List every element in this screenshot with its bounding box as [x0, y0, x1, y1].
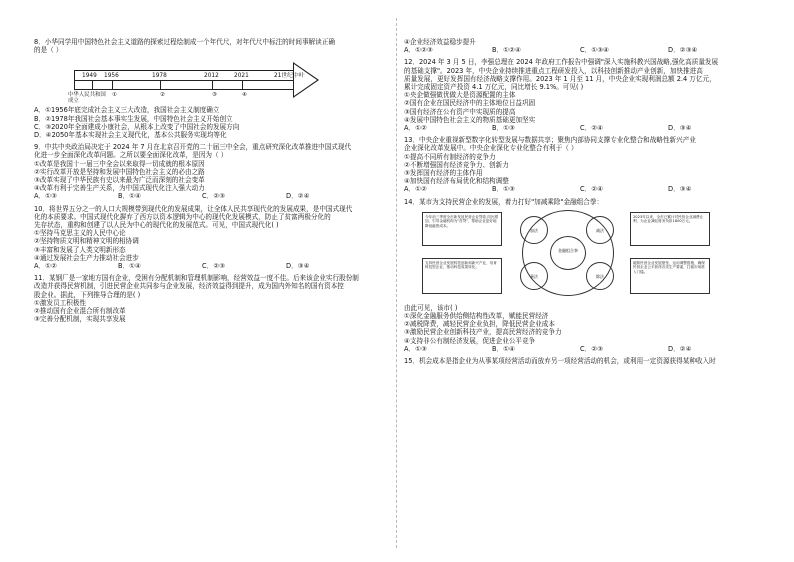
choice-a[interactable]: A．①②	[34, 262, 57, 271]
choice-c[interactable]: C．①③④	[580, 46, 609, 55]
timeline-mark: ④	[242, 92, 247, 99]
choice-d[interactable]: D．②③④	[668, 46, 698, 55]
diagram-center-label: 金融组合拳	[558, 247, 578, 253]
timeline-tick	[112, 80, 113, 90]
timeline-tick	[160, 80, 161, 90]
choice-b[interactable]: B．①④	[118, 262, 141, 271]
q10-line: 10．将世界五分之一的人口大规模带到现代化的发展成果，让全体人民共享现代化的发展成果，是中国式现代	[34, 204, 353, 213]
q12-line: 质量发展，更好发挥国有经济战略支撑作用。2023 年 1 月至 11 月，中央企业实现利润总额 2.4 万亿元，	[404, 74, 716, 83]
q10-choices	[34, 262, 389, 270]
q9-statement: ③改革实现了中华民族有史以来最为广泛而深刻的社会变革	[34, 176, 205, 185]
timeline-year: 1949	[82, 73, 97, 80]
q11-line: 股企业。据此，下列推导合理的是( )	[34, 290, 141, 299]
diagram-op-multiply: 乘法	[530, 273, 538, 279]
q12-choices	[404, 124, 764, 132]
q9-statement: ①改革是我国十一届三中全会以来取得一切成就的根本原因	[34, 159, 205, 168]
choice-b[interactable]: B．①③	[492, 124, 515, 133]
q11-line: 改造并获得民营机制，引进民营企业共同参与企业发展，经济效益得到提升，成为国内外知名的国有资本控	[34, 282, 344, 291]
choice-c[interactable]: C．②④	[580, 124, 604, 133]
q10-statement: ①坚持马克思主义的人民中心论	[34, 229, 126, 238]
q13-statement: ④加快国有经济布局优化和结构调整	[404, 177, 509, 186]
timeline-tick	[92, 80, 93, 90]
choice-d[interactable]: D．②④	[668, 344, 692, 353]
choice-b[interactable]: B．①④	[492, 344, 515, 353]
choice-d[interactable]: D．③④	[286, 262, 310, 271]
choice-c[interactable]: C．②③	[202, 192, 226, 201]
q12-statement: ③国有经济在公有资产中实现质的提高	[404, 107, 516, 116]
q8-stem-line1: 8．小华同学用中国特色社会主义道路的探索过程绘制成一个年代尺，对年代尺中标注的时间事解读正确	[34, 38, 335, 46]
timeline-year: 2021	[234, 73, 249, 80]
q10-statement: ④通过发展社会生产力推动社会进步	[34, 253, 139, 262]
q8-stem-line2: 的是（ ）	[34, 46, 63, 55]
left-column	[34, 38, 389, 323]
q11-statement: ③完善分配机制，实现共享发展	[34, 315, 126, 324]
q9-line: 化进一步全面深化改革问题。之所以要全面深化改革，是因为（ ）	[34, 151, 228, 160]
q13-statement: ③发挥国有经济的主体作用	[404, 169, 483, 178]
q14-diagram	[422, 208, 722, 300]
right-column	[404, 38, 764, 365]
q8-option-a: A．①1956年底完成社会主义三大改造，我国社会主义制度确立	[34, 106, 220, 115]
choice-b[interactable]: B．①③	[492, 185, 515, 194]
q12-line: 累计完成固定资产投资 4.1 万亿元，同比增长 9.1%。可见( )	[404, 83, 584, 92]
q12-statement: ④发展中国特色社会主义的物质基础更加坚实	[404, 115, 536, 124]
q12-statement: ①央企做强做优做大是资源配置的主体	[404, 91, 516, 100]
timeline-mark: ①	[112, 92, 117, 99]
q10-line: 先存状态，重构和创建了以人民为中心的现代化的发展范式。可见，中国式现代化( )	[34, 221, 279, 230]
choice-d[interactable]: D．②④	[286, 192, 310, 201]
timeline-mark: ③	[212, 92, 217, 99]
q11-choices	[404, 46, 764, 54]
q14-stem: 14．某市为支持民营企业的发展，着力打好"加减乘除"金融组合拳：	[404, 197, 604, 206]
choice-a[interactable]: A．①③	[34, 192, 57, 201]
q12-line: 12．2024 年 3 月 5 日，李强总理在 2024 年政府工作报告中强调"深入实施科教兴国战略,强化高质量发展	[404, 58, 719, 67]
q10-statement: ②坚持物质文明和精神文明的相协调	[34, 237, 139, 246]
timeline-tick	[242, 80, 243, 90]
choice-c[interactable]: C．②④	[580, 185, 604, 194]
timeline-year: 2012	[204, 73, 219, 80]
q14-choices	[404, 345, 764, 353]
q8-option-d: D．④2050年基本实现社会主义现代化，基本公共服务实现均等化	[34, 131, 227, 140]
q8-option-b: B．②1978年我国社会基本事实生发展，中国特色社会主义开始创立	[34, 114, 233, 123]
choice-c[interactable]: C．②③	[202, 262, 226, 271]
q13-statement: ②不断增强国有经济竞争力、创新力	[404, 160, 509, 169]
diagram-box-top-right: 2023年以来，全市已累计对民营企业减费让利，为企业减轻财务负担1800万元。	[630, 212, 710, 246]
q10-line: 化的本质要求。中国式现代化摒弃了西方以资本逻辑为中心的现代化发展模式，防止了贫富两极分化的	[34, 212, 331, 221]
timeline-year: 1978	[152, 73, 167, 80]
timeline-year: 1956	[104, 73, 119, 80]
timeline-year: 21世纪中叶	[274, 73, 305, 80]
diagram-op-add: 加法	[530, 227, 538, 233]
diagram-op-divide: 除法	[596, 273, 604, 279]
q11-statement: ④企业经济效益稳步提升	[404, 38, 476, 46]
q9-statement: ④改革有利于完善生产关系，为中国式现代化注入强大动力	[34, 184, 205, 193]
q9-statement: ②实行改革开放是坚持和发展中国特色社会主义的必由之路	[34, 167, 205, 176]
q15-line: 15．机会成本是指企业为从事某项经营活动而放弃另一项经营活动的机会，或利用一定资源获得某种收入时	[404, 357, 716, 366]
timeline-mark: ②	[160, 92, 165, 99]
choice-a[interactable]: A．①②③	[404, 46, 433, 55]
diagram-box-top-left: 今年前三季度全市新发放民营企业贷款,同比增加，引导金融机构为"首贷"，帮助企业更好地降低融资成本。	[422, 212, 502, 246]
q11-line: 11．某钢厂是一家地方国有企业，受困有分配机制和管理机制影响，经营效益一度不佳。后来该企业实行股份制	[34, 274, 359, 283]
q11-statement: ①激发员工积极性	[34, 298, 87, 307]
timeline-sub-label: 中华人民共和国成立	[68, 92, 106, 105]
q14-statement: ①深化金融服务供给侧结构性改革，赋能民营经济	[404, 312, 549, 321]
diagram-box-bottom-right: 破除民营企业发展壁垒，运用调整措施，确保民营企业公平获得各类生产要素，打破市场准入门槛。	[630, 258, 710, 294]
choice-b[interactable]: B．①②④	[492, 46, 521, 55]
q8-timeline	[68, 58, 324, 105]
q13-statement: ①提高不同所有制经济的竞争力	[404, 152, 496, 161]
q9-choices	[34, 192, 389, 200]
choice-b[interactable]: B．①④	[118, 192, 141, 201]
column-divider	[396, 18, 397, 548]
q11-statement: ②推动国有企业混合所有制改革	[34, 307, 126, 316]
q13-choices	[404, 185, 764, 193]
diagram-op-subtract: 减法	[596, 227, 604, 233]
choice-c[interactable]: C．②③	[580, 344, 604, 353]
choice-d[interactable]: D．③④	[668, 185, 692, 194]
choice-a[interactable]: A．①②	[404, 185, 427, 194]
q8-option-c: C．③2020年全面建成小康社会，从根本上改变了中国社会的发展方向	[34, 122, 240, 131]
q14-statement: ④支持非公有制经济发展，促进企业公平竞争	[404, 336, 536, 345]
q13-line: 企业深化改革发展中。中央企业深化专业化整合有利于（ ）	[404, 144, 578, 153]
q14-statement: ③激励民营企业创新科技产业，提高民营经济的竞争力	[404, 328, 562, 337]
q12-statement: ②国有企业在国民经济中的主体地位日益巩固	[404, 99, 536, 108]
q14-tail: 由此可见，该市( )	[404, 303, 458, 312]
q12-line: 的基础支撑"。2023 年，中央企业持续推进重点工程研发投入，以科技创新推动产业创新，加快推进高	[404, 66, 703, 75]
q14-statement: ②减税降费，减轻民营企业负担，降低民营企业成本	[404, 320, 555, 329]
choice-d[interactable]: D．③④	[668, 124, 692, 133]
q13-line: 13．中央企业重视新型数字化转型发展与数据共享；聚焦内部协同支撑专业化整合和战略性新兴产业	[404, 136, 696, 145]
diagram-box-bottom-left: 支持民营企业发展科技创新和新兴产业，培育科技型企业，推动科技成果转化。	[422, 258, 502, 294]
timeline-tick	[212, 80, 213, 90]
q10-statement: ③丰富和发展了人类文明新形态	[34, 245, 126, 254]
choice-a[interactable]: A．①③	[404, 344, 427, 353]
q9-line: 9．中共中央政治局决定于 2024 年 7 月在北京召开党的二十届三中全会，重点研究深化改革推进中国式现代	[34, 143, 352, 152]
choice-a[interactable]: A．①②	[404, 124, 427, 133]
